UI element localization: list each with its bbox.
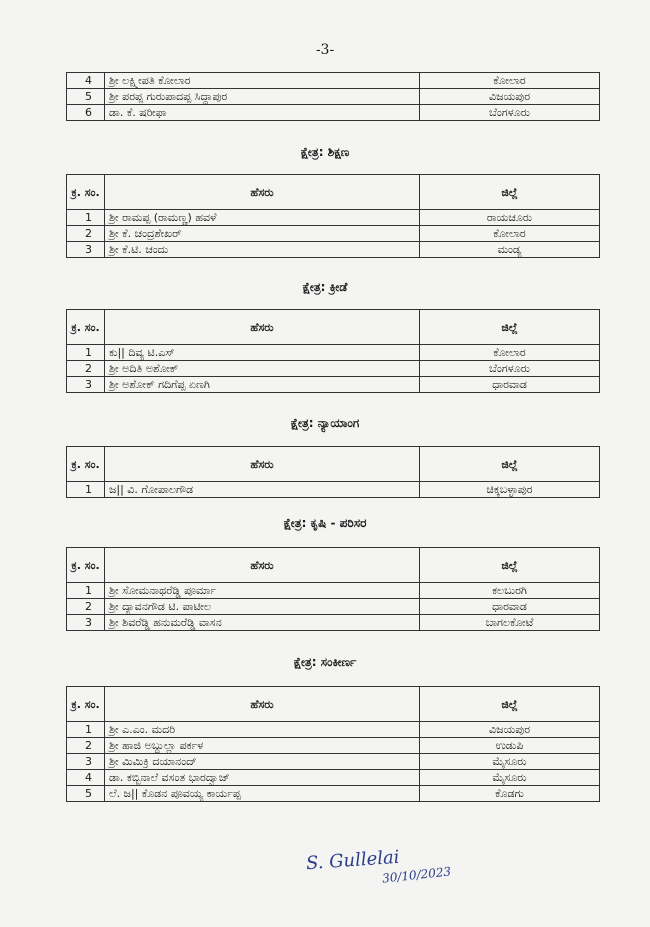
- table-row: [67, 722, 600, 738]
- name-cell: ಶ್ರೀ ಹಾಜಿ ಅಬ್ದುಲ್ಲಾ ಪರ್ಕಳ: [105, 738, 420, 754]
- table-row: [67, 105, 600, 121]
- table-row: [67, 599, 600, 615]
- section-heading-agriculture: ಕ್ಷೇತ್ರ: ಕೃಷಿ - ಪರಿಸರ: [283, 516, 367, 530]
- agriculture-table: [66, 547, 600, 631]
- district-cell: ರಾಯಚೂರು: [420, 210, 600, 226]
- table-row: [67, 770, 600, 786]
- table-row: [67, 361, 600, 377]
- name-cell: ಲೆ. ಜ|| ಕೊಡನ ಪೂವಯ್ಯ ಕಾರ್ಯಪ್ಪ: [105, 786, 420, 802]
- table-row: [67, 482, 600, 498]
- name-cell: ಶ್ರೀ ಕೆ.ಟಿ. ಚಂದು: [105, 242, 420, 258]
- table-row: [67, 242, 600, 258]
- serial-header: ಕ್ರ. ಸಂ.: [67, 175, 105, 210]
- signature-date: 30/10/2023: [381, 864, 452, 886]
- district-cell: ಬಾಗಲಕೋಟೆ: [420, 615, 600, 631]
- name-cell: ಶ್ರೀ ಅಶೋಕ್ ಗದಿಗೆಪ್ಪ ಏಣಗಿ: [105, 377, 420, 393]
- serial-cell: 1: [67, 210, 105, 226]
- district-cell: ಮೈಸೂರು: [420, 770, 600, 786]
- serial-cell: 3: [67, 615, 105, 631]
- name-header: ಹೆಸರು: [105, 310, 420, 345]
- serial-cell: 2: [67, 738, 105, 754]
- table-row: [67, 738, 600, 754]
- name-header: ಹೆಸರು: [105, 175, 420, 210]
- district-cell: ಕೊಡಗು: [420, 786, 600, 802]
- table-row: [67, 754, 600, 770]
- district-cell: ಮಂಡ್ಯ: [420, 242, 600, 258]
- serial-cell: 1: [67, 583, 105, 599]
- district-header: ಜಿಲ್ಲೆ: [420, 447, 600, 482]
- name-header: ಹೆಸರು: [105, 548, 420, 583]
- name-cell: ಜ|| ವಿ. ಗೋಪಾಲಗೌಡ: [105, 482, 420, 498]
- serial-header: ಕ್ರ. ಸಂ.: [67, 310, 105, 345]
- name-cell: ಶ್ರೀ ರಾಮಪ್ಪ (ರಾಮಣ್ಣ) ಹವಳೆ: [105, 210, 420, 226]
- miscellaneous-table: [66, 686, 600, 802]
- district-cell: ಕಲಬುರಗಿ: [420, 583, 600, 599]
- section-heading-sports: ಕ್ಷೇತ್ರ: ಕ್ರೀಡೆ: [302, 280, 348, 294]
- name-header: ಹೆಸರು: [105, 687, 420, 722]
- district-cell: ಕೋಲಾರ: [420, 73, 600, 89]
- name-cell: ಶ್ರೀ ಎ.ಎಂ. ಮದರಿ: [105, 722, 420, 738]
- serial-cell: 1: [67, 722, 105, 738]
- table-row: [67, 73, 600, 89]
- table-row: [67, 226, 600, 242]
- district-header: ಜಿಲ್ಲೆ: [420, 548, 600, 583]
- serial-cell: 6: [67, 105, 105, 121]
- serial-cell: 5: [67, 786, 105, 802]
- judiciary-table: [66, 446, 600, 498]
- name-cell: ಶ್ರೀ ಅದಿತಿ ಅಶೋಕ್: [105, 361, 420, 377]
- table-row: [67, 345, 600, 361]
- table-row: [67, 210, 600, 226]
- serial-header: ಕ್ರ. ಸಂ.: [67, 447, 105, 482]
- district-cell: ಬೆಂಗಳೂರು: [420, 361, 600, 377]
- name-cell: ಶ್ರೀ ಸೋಮನಾಥರೆಡ್ಡಿ ಪೂರ್ಮಾ: [105, 583, 420, 599]
- section-heading-judiciary: ಕ್ಷೇತ್ರ: ನ್ಯಾಯಾಂಗ: [290, 416, 360, 430]
- section-heading-miscellaneous: ಕ್ಷೇತ್ರ: ಸಂಕೀರ್ಣ: [293, 655, 357, 669]
- district-cell: ವಿಜಯಪುರ: [420, 722, 600, 738]
- name-header: ಹೆಸರು: [105, 447, 420, 482]
- district-cell: ಚಿಕ್ಕಬಳ್ಳಾಪುರ: [420, 482, 600, 498]
- table-row: [67, 89, 600, 105]
- serial-cell: 4: [67, 73, 105, 89]
- name-cell: ಶ್ರೀ ದ್ಯಾವನಗೌಡ ಟಿ. ಪಾಟೀಲ: [105, 599, 420, 615]
- serial-cell: 5: [67, 89, 105, 105]
- name-cell: ಶ್ರೀ ಪರಪ್ಪ ಗುರುಪಾದಪ್ಪ ಸಿದ್ದಾಪುರ: [105, 89, 420, 105]
- serial-cell: 2: [67, 599, 105, 615]
- name-cell: ಶ್ರೀ ಲಕ್ಷ್ಮೀಪತಿ ಕೋಲಾರ: [105, 73, 420, 89]
- district-cell: ಉಡುಪಿ: [420, 738, 600, 754]
- district-cell: ಮೈಸೂರು: [420, 754, 600, 770]
- sports-table: [66, 309, 600, 393]
- district-cell: ಧಾರವಾಡ: [420, 599, 600, 615]
- district-header: ಜಿಲ್ಲೆ: [420, 687, 600, 722]
- serial-header: ಕ್ರ. ಸಂ.: [67, 687, 105, 722]
- serial-cell: 3: [67, 377, 105, 393]
- name-cell: ಶ್ರೀ ಶಿವರೆಡ್ಡಿ ಹನುಮರೆಡ್ಡಿ ವಾಸನ: [105, 615, 420, 631]
- serial-header: ಕ್ರ. ಸಂ.: [67, 548, 105, 583]
- district-cell: ಕೋಲಾರ: [420, 345, 600, 361]
- section-heading-education: ಕ್ಷೇತ್ರ: ಶಿಕ್ಷಣ: [300, 145, 350, 159]
- district-header: ಜಿಲ್ಲೆ: [420, 175, 600, 210]
- name-cell: ಕು|| ದಿವ್ಯ ಟಿ.ಎಸ್: [105, 345, 420, 361]
- serial-cell: 3: [67, 754, 105, 770]
- name-cell: ಡಾ. ಕೆ. ಷರೀಫಾ: [105, 105, 420, 121]
- name-cell: ಡಾ. ಕಬ್ಬಿನಾಲೆ ವಸಂತ ಭಾರದ್ವಾಜ್: [105, 770, 420, 786]
- serial-cell: 1: [67, 482, 105, 498]
- name-cell: ಶ್ರೀ ಕೆ. ಚಂದ್ರಶೇಖರ್: [105, 226, 420, 242]
- district-cell: ವಿಜಯಪುರ: [420, 89, 600, 105]
- district-cell: ಬೆಂಗಳೂರು: [420, 105, 600, 121]
- signature: S. Gullelai: [305, 846, 401, 875]
- table-row: [67, 615, 600, 631]
- serial-cell: 2: [67, 361, 105, 377]
- table-row: [67, 786, 600, 802]
- page-number: -3-: [315, 42, 335, 58]
- serial-cell: 1: [67, 345, 105, 361]
- district-cell: ಧಾರವಾಡ: [420, 377, 600, 393]
- table-row: [67, 583, 600, 599]
- serial-cell: 2: [67, 226, 105, 242]
- serial-cell: 3: [67, 242, 105, 258]
- district-header: ಜಿಲ್ಲೆ: [420, 310, 600, 345]
- continued-table: [66, 72, 600, 121]
- table-row: [67, 377, 600, 393]
- district-cell: ಕೋಲಾರ: [420, 226, 600, 242]
- name-cell: ಶ್ರೀ ಮಿಮಿಕ್ರಿ ದಯಾನಂದ್: [105, 754, 420, 770]
- education-table: [66, 174, 600, 258]
- serial-cell: 4: [67, 770, 105, 786]
